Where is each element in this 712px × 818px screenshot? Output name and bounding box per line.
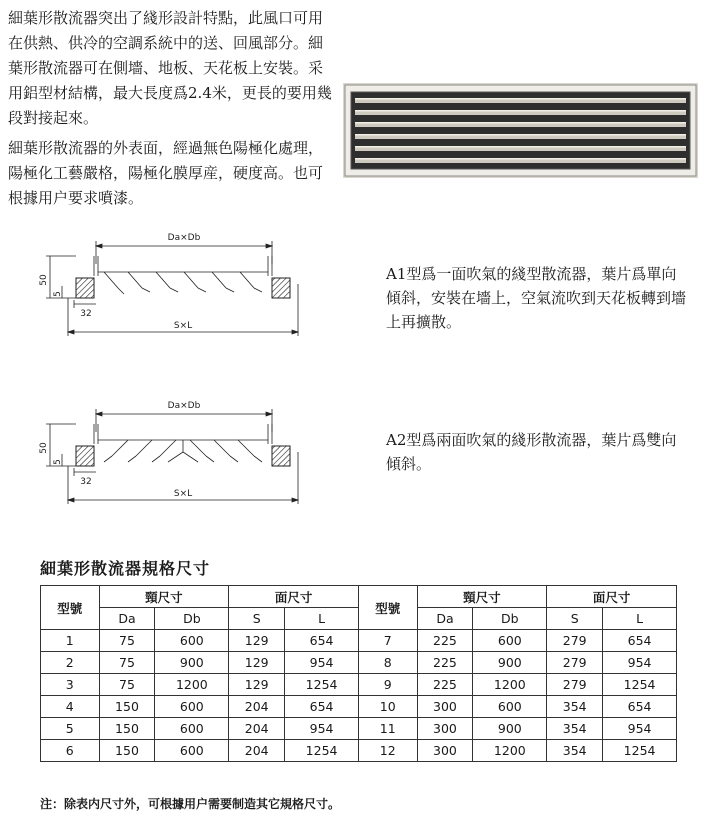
dim-5: 5: [53, 459, 63, 465]
a2-section-diagram: [36, 396, 346, 508]
cell-l: 954: [285, 652, 359, 674]
cell-s: 129: [229, 674, 285, 696]
cell-l: 954: [603, 718, 677, 740]
footnote: 注：除表内尺寸外，可根據用户需要制造其它規格尺寸。: [40, 797, 341, 811]
cell-db: 900: [473, 652, 547, 674]
cell-model: 6: [41, 740, 100, 762]
cell-s: 129: [229, 652, 285, 674]
cell-model: 11: [358, 718, 417, 740]
cell-model: 9: [358, 674, 417, 696]
header-s: S: [547, 608, 603, 630]
cell-l: 1254: [285, 674, 359, 696]
cell-db: 600: [473, 630, 547, 652]
cell-db: 600: [473, 696, 547, 718]
cell-db: 1200: [155, 674, 229, 696]
header-model: 型號: [41, 586, 100, 630]
cell-l: 1254: [603, 674, 677, 696]
table-row: [41, 740, 677, 762]
cell-l: 654: [603, 630, 677, 652]
cell-model: 5: [41, 718, 100, 740]
dim-da-db: Da×Db: [167, 401, 201, 411]
cell-s: 204: [229, 718, 285, 740]
dim-50: 50: [39, 274, 49, 286]
header-face: 面尺寸: [547, 586, 677, 608]
dim-5: 5: [53, 291, 63, 297]
cell-s: 204: [229, 740, 285, 762]
cell-model: 10: [358, 696, 417, 718]
cell-l: 954: [285, 718, 359, 740]
table-row: [41, 674, 677, 696]
cell-l: 1254: [285, 740, 359, 762]
cell-db: 1200: [473, 740, 547, 762]
cell-model: 4: [41, 696, 100, 718]
cell-da: 150: [99, 740, 155, 762]
cell-da: 300: [417, 718, 473, 740]
cell-l: 654: [285, 696, 359, 718]
header-db: Db: [155, 608, 229, 630]
cell-s: 204: [229, 696, 285, 718]
cell-model: 3: [41, 674, 100, 696]
cell-da: 300: [417, 696, 473, 718]
table-row: [41, 696, 677, 718]
cell-l: 654: [603, 696, 677, 718]
a1-section-diagram: [36, 228, 346, 340]
dim-s-l: S×L: [173, 489, 193, 499]
table-row: [41, 630, 677, 652]
header-neck: 頸尺寸: [99, 586, 229, 608]
header-l: L: [603, 608, 677, 630]
dim-da-db: Da×Db: [167, 233, 201, 243]
cell-s: 279: [547, 674, 603, 696]
cell-model: 1: [41, 630, 100, 652]
cell-da: 75: [99, 674, 155, 696]
cell-s: 279: [547, 652, 603, 674]
cell-l: 954: [603, 652, 677, 674]
header-neck: 頸尺寸: [417, 586, 547, 608]
cell-l: 1254: [603, 740, 677, 762]
table-row: [41, 718, 677, 740]
cell-db: 600: [155, 630, 229, 652]
cell-db: 1200: [473, 674, 547, 696]
dim-s-l: S×L: [173, 321, 193, 331]
header-face: 面尺寸: [229, 586, 359, 608]
cell-model: 8: [358, 652, 417, 674]
header-da: Da: [99, 608, 155, 630]
cell-s: 129: [229, 630, 285, 652]
cell-s: 279: [547, 630, 603, 652]
intro-paragraph-2: 細葉形散流器的外表面，經過無色陽極化處理，陽極化工藝嚴格，陽極化膜厚産，硬度高。也可根據用户要求噴漆。: [8, 139, 324, 207]
cell-da: 150: [99, 718, 155, 740]
header-s: S: [229, 608, 285, 630]
header-l: L: [285, 608, 359, 630]
cell-s: 354: [547, 718, 603, 740]
cell-s: 354: [547, 696, 603, 718]
cell-da: 75: [99, 652, 155, 674]
dim-50: 50: [39, 442, 49, 454]
cell-s: 354: [547, 740, 603, 762]
cell-da: 150: [99, 696, 155, 718]
dim-32: 32: [80, 477, 92, 487]
cell-model: 12: [358, 740, 417, 762]
cell-db: 600: [155, 718, 229, 740]
dim-32: 32: [80, 309, 92, 319]
a1-description: A1型爲一面吹氣的綫型散流器，葉片爲單向傾斜，安裝在墻上，空氣流吹到天花板轉到墻上再擴散。: [386, 265, 687, 331]
cell-db: 900: [473, 718, 547, 740]
header-db: Db: [473, 608, 547, 630]
diffuser-photo: [343, 83, 698, 178]
a2-description: A2型爲兩面吹氣的綫形散流器，葉片爲雙向傾斜。: [386, 431, 677, 473]
cell-da: 225: [417, 652, 473, 674]
cell-l: 654: [285, 630, 359, 652]
cell-model: 2: [41, 652, 100, 674]
header-model: 型號: [358, 586, 417, 630]
intro-paragraph-1: 細葉形散流器突出了綫形設計特點，此風口可用在供熱、供冷的空調系統中的送、回風部分。細葉形散流器可在側墻、地板、天花板上安裝。采用鋁型材結構，最大長度爲2.4米，更長的要用幾段對接起來。: [8, 9, 332, 127]
spec-table: [40, 585, 677, 762]
cell-da: 225: [417, 630, 473, 652]
cell-db: 900: [155, 652, 229, 674]
cell-da: 75: [99, 630, 155, 652]
table-row: [41, 652, 677, 674]
header-da: Da: [417, 608, 473, 630]
cell-model: 7: [358, 630, 417, 652]
cell-db: 600: [155, 740, 229, 762]
cell-da: 300: [417, 740, 473, 762]
cell-db: 600: [155, 696, 229, 718]
cell-da: 225: [417, 674, 473, 696]
table-title: 細葉形散流器規格尺寸: [40, 559, 211, 578]
